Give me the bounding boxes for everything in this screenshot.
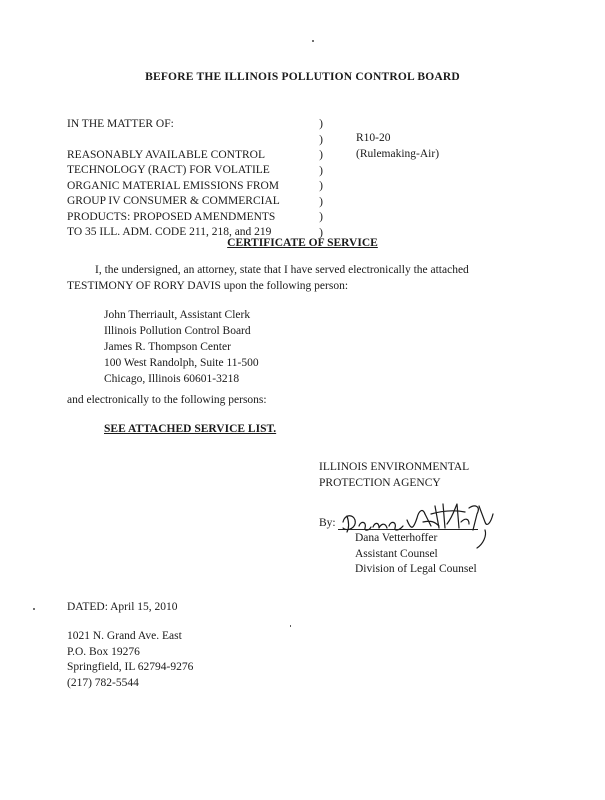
address-line: Illinois Pollution Control Board — [104, 325, 251, 337]
signer-block — [355, 531, 477, 578]
address-line: 100 West Randolph, Suite 11-500 — [104, 357, 259, 369]
caption-paren: ) — [319, 226, 323, 239]
signer-name: Dana Vetterhoffer — [355, 532, 438, 544]
agency-line: PROTECTION AGENCY — [319, 476, 441, 489]
caption-paren: ) — [319, 180, 323, 192]
certificate-title: CERTIFICATE OF SERVICE — [227, 237, 378, 249]
address-line: Chicago, Illinois 60601-3218 — [104, 373, 240, 385]
contact-line: (217) 782-5544 — [67, 676, 139, 689]
caption-paren: ) — [319, 118, 323, 130]
agency-name — [319, 460, 469, 491]
signer-title: Assistant Counsel — [355, 547, 438, 560]
docket-number: R10-20 — [356, 132, 391, 144]
statement-line-2: TESTIMONY OF RORY DAVIS upon the following person: — [67, 280, 349, 292]
case-caption — [67, 117, 280, 241]
contact-line: 1021 N. Grand Ave. East — [67, 630, 182, 642]
caption-line: REASONABLY AVAILABLE CONTROL — [67, 148, 265, 161]
caption-line: TECHNOLOGY (RACT) FOR VOLATILE — [67, 164, 270, 176]
docket-type: (Rulemaking-Air) — [356, 147, 440, 160]
caption-paren: ) — [319, 211, 323, 223]
address-line: James R. Thompson Center — [104, 341, 231, 353]
caption-line: ORGANIC MATERIAL EMISSIONS FROM — [67, 179, 280, 192]
service-list-label: SEE ATTACHED SERVICE LIST. — [104, 423, 277, 435]
caption-line: PRODUCTS: PROPOSED AMENDMENTS — [67, 210, 276, 223]
caption-paren: ) — [319, 164, 323, 177]
signer-division: Division of Legal Counsel — [355, 563, 477, 575]
by-label: By: — [319, 517, 336, 529]
contact-address — [67, 629, 193, 691]
address-line: John Therriault, Assistant Clerk — [104, 309, 251, 321]
caption-paren: ) — [319, 133, 323, 146]
caption-paren: ) — [319, 149, 323, 161]
contact-line: Springfield, IL 62794-9276 — [67, 661, 194, 673]
caption-line — [67, 133, 280, 148]
contact-line: P.O. Box 19276 — [67, 645, 140, 658]
caption-parentheses — [316, 117, 326, 241]
agency-line: ILLINOIS ENVIRONMENTAL — [319, 461, 470, 473]
caption-line: TO 35 ILL. ADM. CODE 211, 218, and 219 — [67, 226, 272, 238]
scan-speck — [312, 40, 314, 42]
dated-line: DATED: April 15, 2010 — [67, 601, 178, 613]
caption-paren: ) — [319, 195, 323, 208]
electronic-service-line: and electronically to the following persons: — [67, 394, 267, 406]
scan-speck — [33, 608, 35, 610]
document-heading: BEFORE THE ILLINOIS POLLUTION CONTROL BOARD — [145, 71, 460, 83]
caption-line: GROUP IV CONSUMER & COMMERCIAL — [67, 195, 280, 207]
caption-line: IN THE MATTER OF: — [67, 118, 174, 130]
recipient-address — [104, 308, 259, 388]
statement-line-1: I, the undersigned, an attorney, state that I have served electronically the attached — [95, 264, 469, 276]
docket-info — [356, 131, 439, 162]
scan-speck — [290, 625, 291, 627]
